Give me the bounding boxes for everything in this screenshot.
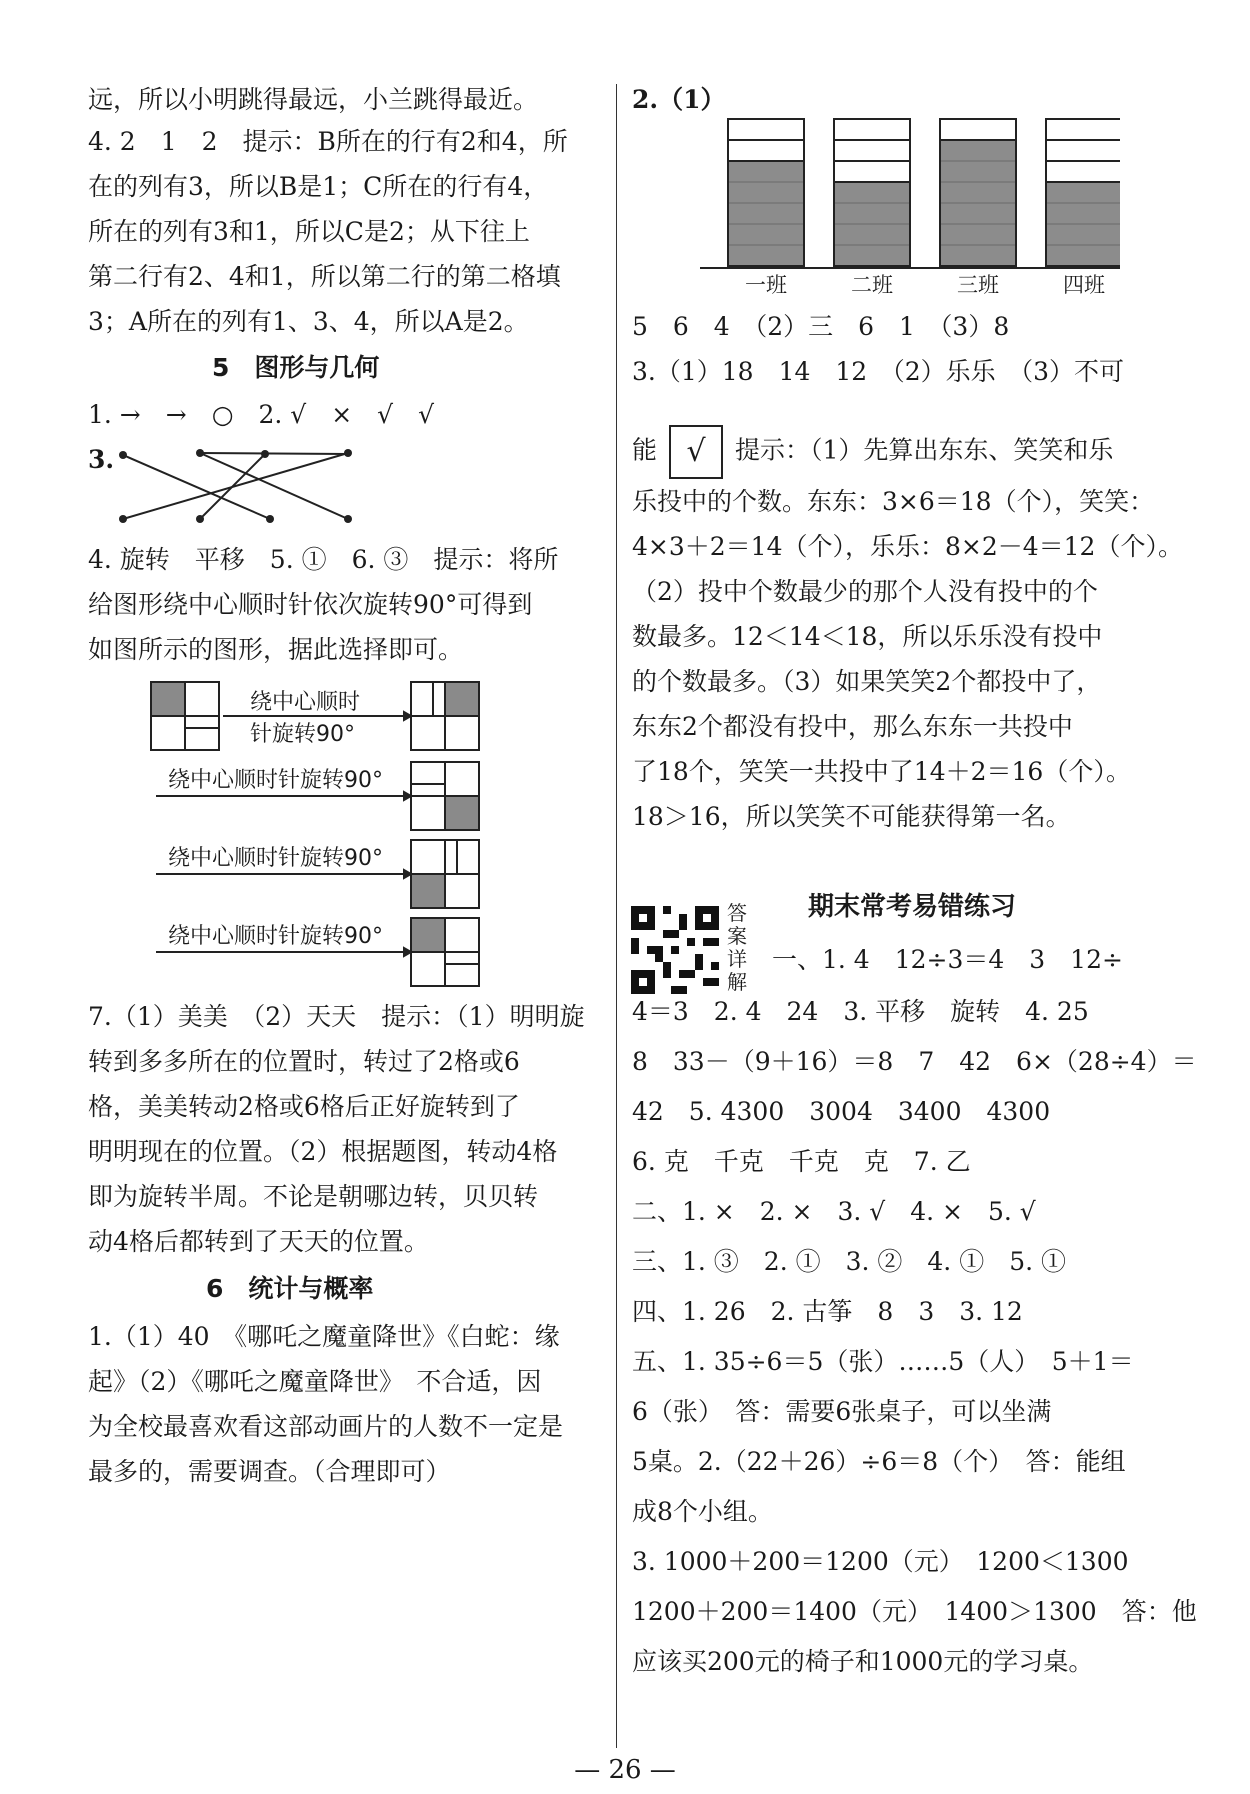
text-line <box>632 425 1113 479</box>
bar-cell-filled <box>834 245 910 266</box>
text-line: 东东2个都没有投中，那么东东一共投中 <box>632 712 1073 741</box>
qr-label: 答案详解 <box>727 901 747 994</box>
text-line: 一、1. 4 12÷3＝4 3 12÷ <box>772 945 1123 974</box>
rotation-label: 针旋转90° <box>250 722 355 747</box>
bar-cell-filled <box>728 161 804 182</box>
text-line: 1200＋200＝1400（元） 1400＞1300 答：他 <box>632 1597 1197 1626</box>
text-line: 3.（1）18 14 12 （2）乐乐 （3）不可 <box>632 357 1125 386</box>
text-line: 的个数最多。（3）如果笑笑2个都投中了， <box>632 667 1102 696</box>
section-heading-6: 6 统计与概率 <box>206 1274 374 1303</box>
bar-cell-filled <box>728 182 804 203</box>
rotation-label: 绕中心顺时针旋转90° <box>168 846 383 871</box>
text-line: 动4格后都转到了天天的位置。 <box>88 1227 429 1256</box>
text-line: 五、1. 35÷6＝5（张）……5（人） 5＋1＝ <box>632 1347 1134 1376</box>
text-line: 4×3＋2＝14（个），乐乐：8×2－4＝12（个）。 <box>632 532 1183 561</box>
text-line: 6. 克 千克 千克 克 7. 乙 <box>632 1147 971 1176</box>
text-fragment: 能 <box>632 435 658 465</box>
text-line: 第二行有2、4和1，所以第二行的第二格填 <box>88 262 561 291</box>
bar-category-label: 二班 <box>851 273 893 297</box>
text-line: 4＝3 2. 4 24 3. 平移 旋转 4. 25 <box>632 997 1089 1026</box>
bar-cell-filled <box>940 203 1016 224</box>
qr-code <box>631 906 719 994</box>
rotation-label: 绕中心顺时针旋转90° <box>168 924 383 949</box>
text-line: 给图形绕中心顺时针依次旋转90°可得到 <box>88 590 533 619</box>
text-line: 数最多。12＜14＜18，所以乐乐没有投中 <box>632 622 1103 651</box>
text-line: 8 33－（9＋16）＝8 7 42 6×（28÷4）＝ <box>632 1047 1197 1076</box>
bar-cell-filled <box>728 245 804 266</box>
text-line: 二、1. × 2. × 3. √ 4. × 5. √ <box>632 1197 1036 1226</box>
bar-cell-filled <box>1046 182 1120 203</box>
text-line: 5桌。2.（22＋26）÷6＝8（个） 答：能组 <box>632 1447 1126 1476</box>
text-line: 3；A所在的列有1、3、4，所以A是2。 <box>88 307 529 336</box>
text-line: 转到多多所在的位置时，转过了2格或6 <box>88 1047 520 1076</box>
text-line: 7.（1）美美 （2）天天 提示：（1）明明旋 <box>88 1002 585 1031</box>
bar-cell-filled <box>940 161 1016 182</box>
bar-cell-empty <box>834 161 910 182</box>
bar-cell-empty <box>1046 161 1120 182</box>
bar-三班 <box>940 119 1016 266</box>
bar-二班 <box>834 119 910 266</box>
text-line: 6（张） 答：需要6张桌子，可以坐满 <box>632 1397 1052 1426</box>
text-line: 乐投中的个数。东东：3×6＝18（个），笑笑： <box>632 487 1155 516</box>
text-line: 远，所以小明跳得最远，小兰跳得最近。 <box>88 85 539 114</box>
text-line: 明明现在的位置。（2）根据题图，转动4格 <box>88 1137 558 1166</box>
question-3-label: 3. <box>88 445 115 474</box>
bar-cell-filled <box>940 140 1016 161</box>
bar-cell-empty <box>728 140 804 161</box>
text-line: 4. 2 1 2 提示：B所在的行有2和4，所 <box>88 127 568 156</box>
text-line: 5 6 4 （2）三 6 1 （3）8 <box>632 312 1010 341</box>
bar-cell-empty <box>1046 140 1120 161</box>
bar-cell-empty <box>728 119 804 140</box>
section-heading-final: 期末常考易错练习 <box>808 892 1017 922</box>
text-line: 如图所示的图形，据此选择即可。 <box>88 635 464 664</box>
text-line: （2）投中个数最少的那个人没有投中的个 <box>632 577 1098 606</box>
text-fragment: 提示：（1）先算出东东、笑笑和乐 <box>735 435 1114 465</box>
bar-category-label: 三班 <box>957 273 999 297</box>
bar-cell-filled <box>728 203 804 224</box>
bar-cell-filled <box>834 203 910 224</box>
check-box: √ <box>669 425 723 479</box>
column-divider <box>616 84 617 1748</box>
rotation-label: 绕中心顺时针旋转90° <box>168 768 383 793</box>
bar-一班 <box>728 119 804 266</box>
text-line: 为全校最喜欢看这部动画片的人数不一定是 <box>88 1412 564 1441</box>
text-line: 1.（1）40 《哪吒之魔童降世》《白蛇：缘 <box>88 1322 560 1351</box>
text-line: 应该买200元的椅子和1000元的学习桌。 <box>632 1647 1094 1676</box>
text-line: 三、1. ③ 2. ① 3. ② 4. ① 5. ① <box>632 1247 1066 1276</box>
line-matching-figure <box>110 440 360 530</box>
section-heading-5: 5 图形与几何 <box>212 353 380 382</box>
bar-cell-filled <box>834 224 910 245</box>
text-line: 所在的列有3和1，所以C是2；从下往上 <box>88 217 530 246</box>
text-line: 四、1. 26 2. 古筝 8 3 3. 12 <box>632 1297 1023 1326</box>
text-line: 在的列有3，所以B是1；C所在的行有4， <box>88 172 549 201</box>
text-line: 18＞16，所以笑笑不可能获得第一名。 <box>632 802 1071 831</box>
question-2-label: 2.（1） <box>632 85 726 114</box>
bar-cell-empty <box>834 140 910 161</box>
text-line: 格，美美转动2格或6格后正好旋转到了 <box>88 1092 520 1121</box>
text-line: 了18个，笑笑一共投中了14＋2＝16（个）。 <box>632 757 1131 786</box>
bar-cell-empty <box>1046 119 1120 140</box>
text-line: 4. 旋转 平移 5. ① 6. ③ 提示：将所 <box>88 545 559 574</box>
bar-cell-filled <box>940 182 1016 203</box>
bar-category-label: 一班 <box>745 273 787 297</box>
text-line: 3. 1000＋200＝1200（元） 1200＜1300 <box>632 1547 1129 1576</box>
page-number: — 26 — <box>574 1755 676 1785</box>
text-line: 最多的，需要调查。（合理即可） <box>88 1457 451 1486</box>
bar-cell-empty <box>834 119 910 140</box>
bar-cell-filled <box>940 224 1016 245</box>
text-line: 起》（2）《哪吒之魔童降世》 不合适，因 <box>88 1367 542 1396</box>
bar-chart <box>700 92 1120 302</box>
bar-category-label: 四班 <box>1063 273 1105 297</box>
rotation-label: 绕中心顺时 <box>250 690 361 715</box>
bar-cell-empty <box>940 119 1016 140</box>
text-line: 成8个小组。 <box>632 1497 773 1526</box>
bar-cell-filled <box>728 224 804 245</box>
bar-cell-filled <box>940 245 1016 266</box>
bar-四班 <box>1046 119 1120 266</box>
bar-cell-filled <box>1046 203 1120 224</box>
bar-cell-filled <box>1046 224 1120 245</box>
text-line: 即为旋转半周。不论是朝哪边转，贝贝转 <box>88 1182 539 1211</box>
text-line: 1. → → ○ 2. √ × √ √ <box>88 400 435 429</box>
text-line: 42 5. 4300 3004 3400 4300 <box>632 1097 1051 1126</box>
bar-cell-filled <box>834 182 910 203</box>
bar-cell-filled <box>1046 245 1120 266</box>
